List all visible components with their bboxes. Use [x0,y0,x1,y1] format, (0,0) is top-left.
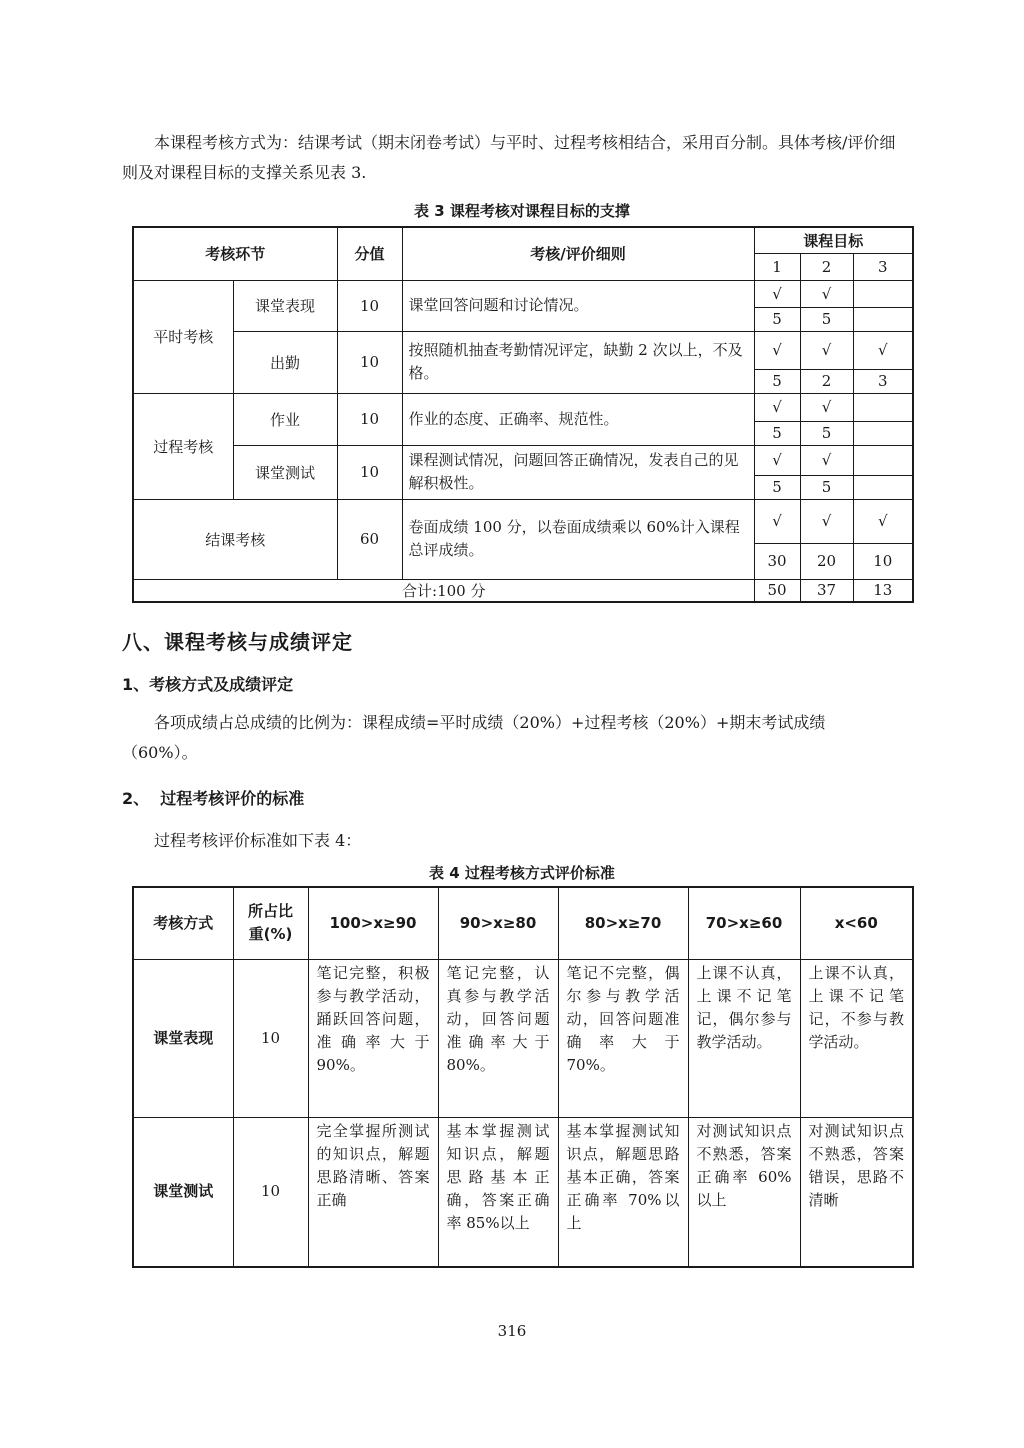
pts-goal-1: 5 [754,307,800,331]
pts-goal-3 [853,475,913,499]
t4-row-name: 课堂测试 [133,1117,233,1267]
total-label: 合计:100 分 [133,579,754,602]
final-pts-goal-1: 30 [754,543,800,579]
pts-goal-3: 3 [853,369,913,393]
t4-cell: 上课不认真， 上课不记笔记，不参与教学活动。 [800,959,913,1117]
t4-header-range-60: 70>x≥60 [688,887,800,959]
check-goal-2: √ [800,280,853,307]
intro-paragraph: 本课程考核方式为：结课考试（期末闭卷考试）与平时、过程考核相结合，采用百分制。具体考核/评价细则及对课程目标的支撑关系见表 3. [122,133,896,182]
pts-goal-3 [853,421,913,445]
pts-goal-1: 5 [754,421,800,445]
row-score: 10 [337,393,402,445]
header-goal-2: 2 [800,253,853,280]
check-goal-3: √ [853,331,913,369]
pts-goal-2: 2 [800,369,853,393]
subsection-2-text: 过程考核评价标准如下表 4： [154,831,362,850]
group-usual: 平时考核 [133,280,233,393]
check-goal-2: √ [800,393,853,421]
final-pts-goal-3: 10 [853,543,913,579]
t4-cell: 基本掌握测试知识点，解题思路基本正确，答案正确率 85%以上 [438,1117,558,1267]
pts-goal-1: 5 [754,475,800,499]
final-check-goal-3: √ [853,499,913,543]
final-check-goal-1: √ [754,499,800,543]
row-detail: 作业的态度、正确率、规范性。 [402,393,754,445]
t4-header-range-80: 90>x≥80 [438,887,558,959]
final-detail: 卷面成绩 100 分，以卷面成绩乘以 60%计入课程总评成绩。 [402,499,754,579]
header-goal-3: 3 [853,253,913,280]
t4-header-range-70: 80>x≥70 [558,887,688,959]
check-goal-3 [853,280,913,307]
check-goal-1: √ [754,280,800,307]
t4-cell: 笔记完整，积极参与教学活动，踊跃回答问题，准确率大于 90%。 [308,959,438,1117]
final-check-goal-2: √ [800,499,853,543]
subsection-1-text: 各项成绩占总成绩的比例为：课程成绩=平时成绩（20%）+过程考核（20%）+期末考试成绩（60%）。 [122,713,826,762]
t4-header-range-below-60: x<60 [800,887,913,959]
t4-header-weight: 所占比重(%) [233,887,308,959]
check-goal-1: √ [754,331,800,369]
section-title: 八、课程考核与成绩评定 [122,630,353,654]
final-score: 60 [337,499,402,579]
pts-goal-2: 5 [800,307,853,331]
header-stage: 考核环节 [133,227,337,280]
subsection-2-title: 2、 过程考核评价的标准 [122,789,305,808]
group-final: 结课考核 [133,499,337,579]
t4-cell: 笔记不完整，偶尔参与教学活动，回答问题准确率大于 70%。 [558,959,688,1117]
row-name: 出勤 [233,331,337,393]
row-name: 作业 [233,393,337,445]
table4-caption: 表 4 过程考核方式评价标准 [429,864,615,882]
check-goal-1: √ [754,393,800,421]
t4-cell: 完全掌握所测试的知识点，解题思路清晰、答案正确 [308,1117,438,1267]
t4-cell: 基本掌握测试知识点，解题思路基本正确，答案正确率 70%以上 [558,1117,688,1267]
t4-cell: 笔记完整，认真参与教学活动，回答问题准确率大于 80%。 [438,959,558,1117]
subsection-1-title: 1、考核方式及成绩评定 [122,675,294,694]
row-score: 10 [337,280,402,331]
table3 [132,226,914,603]
table4 [132,886,914,1268]
t4-row-name: 课堂表现 [133,959,233,1117]
row-detail: 课堂回答问题和讨论情况。 [402,280,754,331]
check-goal-3 [853,393,913,421]
check-goal-2: √ [800,445,853,475]
final-pts-goal-2: 20 [800,543,853,579]
header-score: 分值 [337,227,402,280]
t4-row-weight: 10 [233,959,308,1117]
t4-cell: 上课不认真，上课不记笔记，偶尔参与教学活动。 [688,959,800,1117]
row-score: 10 [337,445,402,499]
t4-header-method: 考核方式 [133,887,233,959]
t4-cell: 对测试知识点不熟悉，答案错误，思路不清晰 [800,1117,913,1267]
row-detail: 按照随机抽查考勤情况评定，缺勤 2 次以上，不及格。 [402,331,754,393]
pts-goal-2: 5 [800,475,853,499]
page-number: 316 [497,1322,527,1340]
t4-header-range-90: 100>x≥90 [308,887,438,959]
t4-cell: 对测试知识点不熟悉，答案正确率 60%以上 [688,1117,800,1267]
check-goal-2: √ [800,331,853,369]
pts-goal-2: 5 [800,421,853,445]
total-goal-3: 13 [853,579,913,602]
group-process: 过程考核 [133,393,233,499]
table3-caption: 表 3 课程考核对课程目标的支撑 [414,202,630,220]
row-detail: 课程测试情况，问题回答正确情况，发表自己的见解积极性。 [402,445,754,499]
header-detail: 考核/评价细则 [402,227,754,280]
header-goal-1: 1 [754,253,800,280]
pts-goal-3 [853,307,913,331]
check-goal-1: √ [754,445,800,475]
row-name: 课堂测试 [233,445,337,499]
total-goal-2: 37 [800,579,853,602]
row-score: 10 [337,331,402,393]
row-name: 课堂表现 [233,280,337,331]
total-goal-1: 50 [754,579,800,602]
pts-goal-1: 5 [754,369,800,393]
check-goal-3 [853,445,913,475]
t4-row-weight: 10 [233,1117,308,1267]
header-goals: 课程目标 [754,227,913,253]
